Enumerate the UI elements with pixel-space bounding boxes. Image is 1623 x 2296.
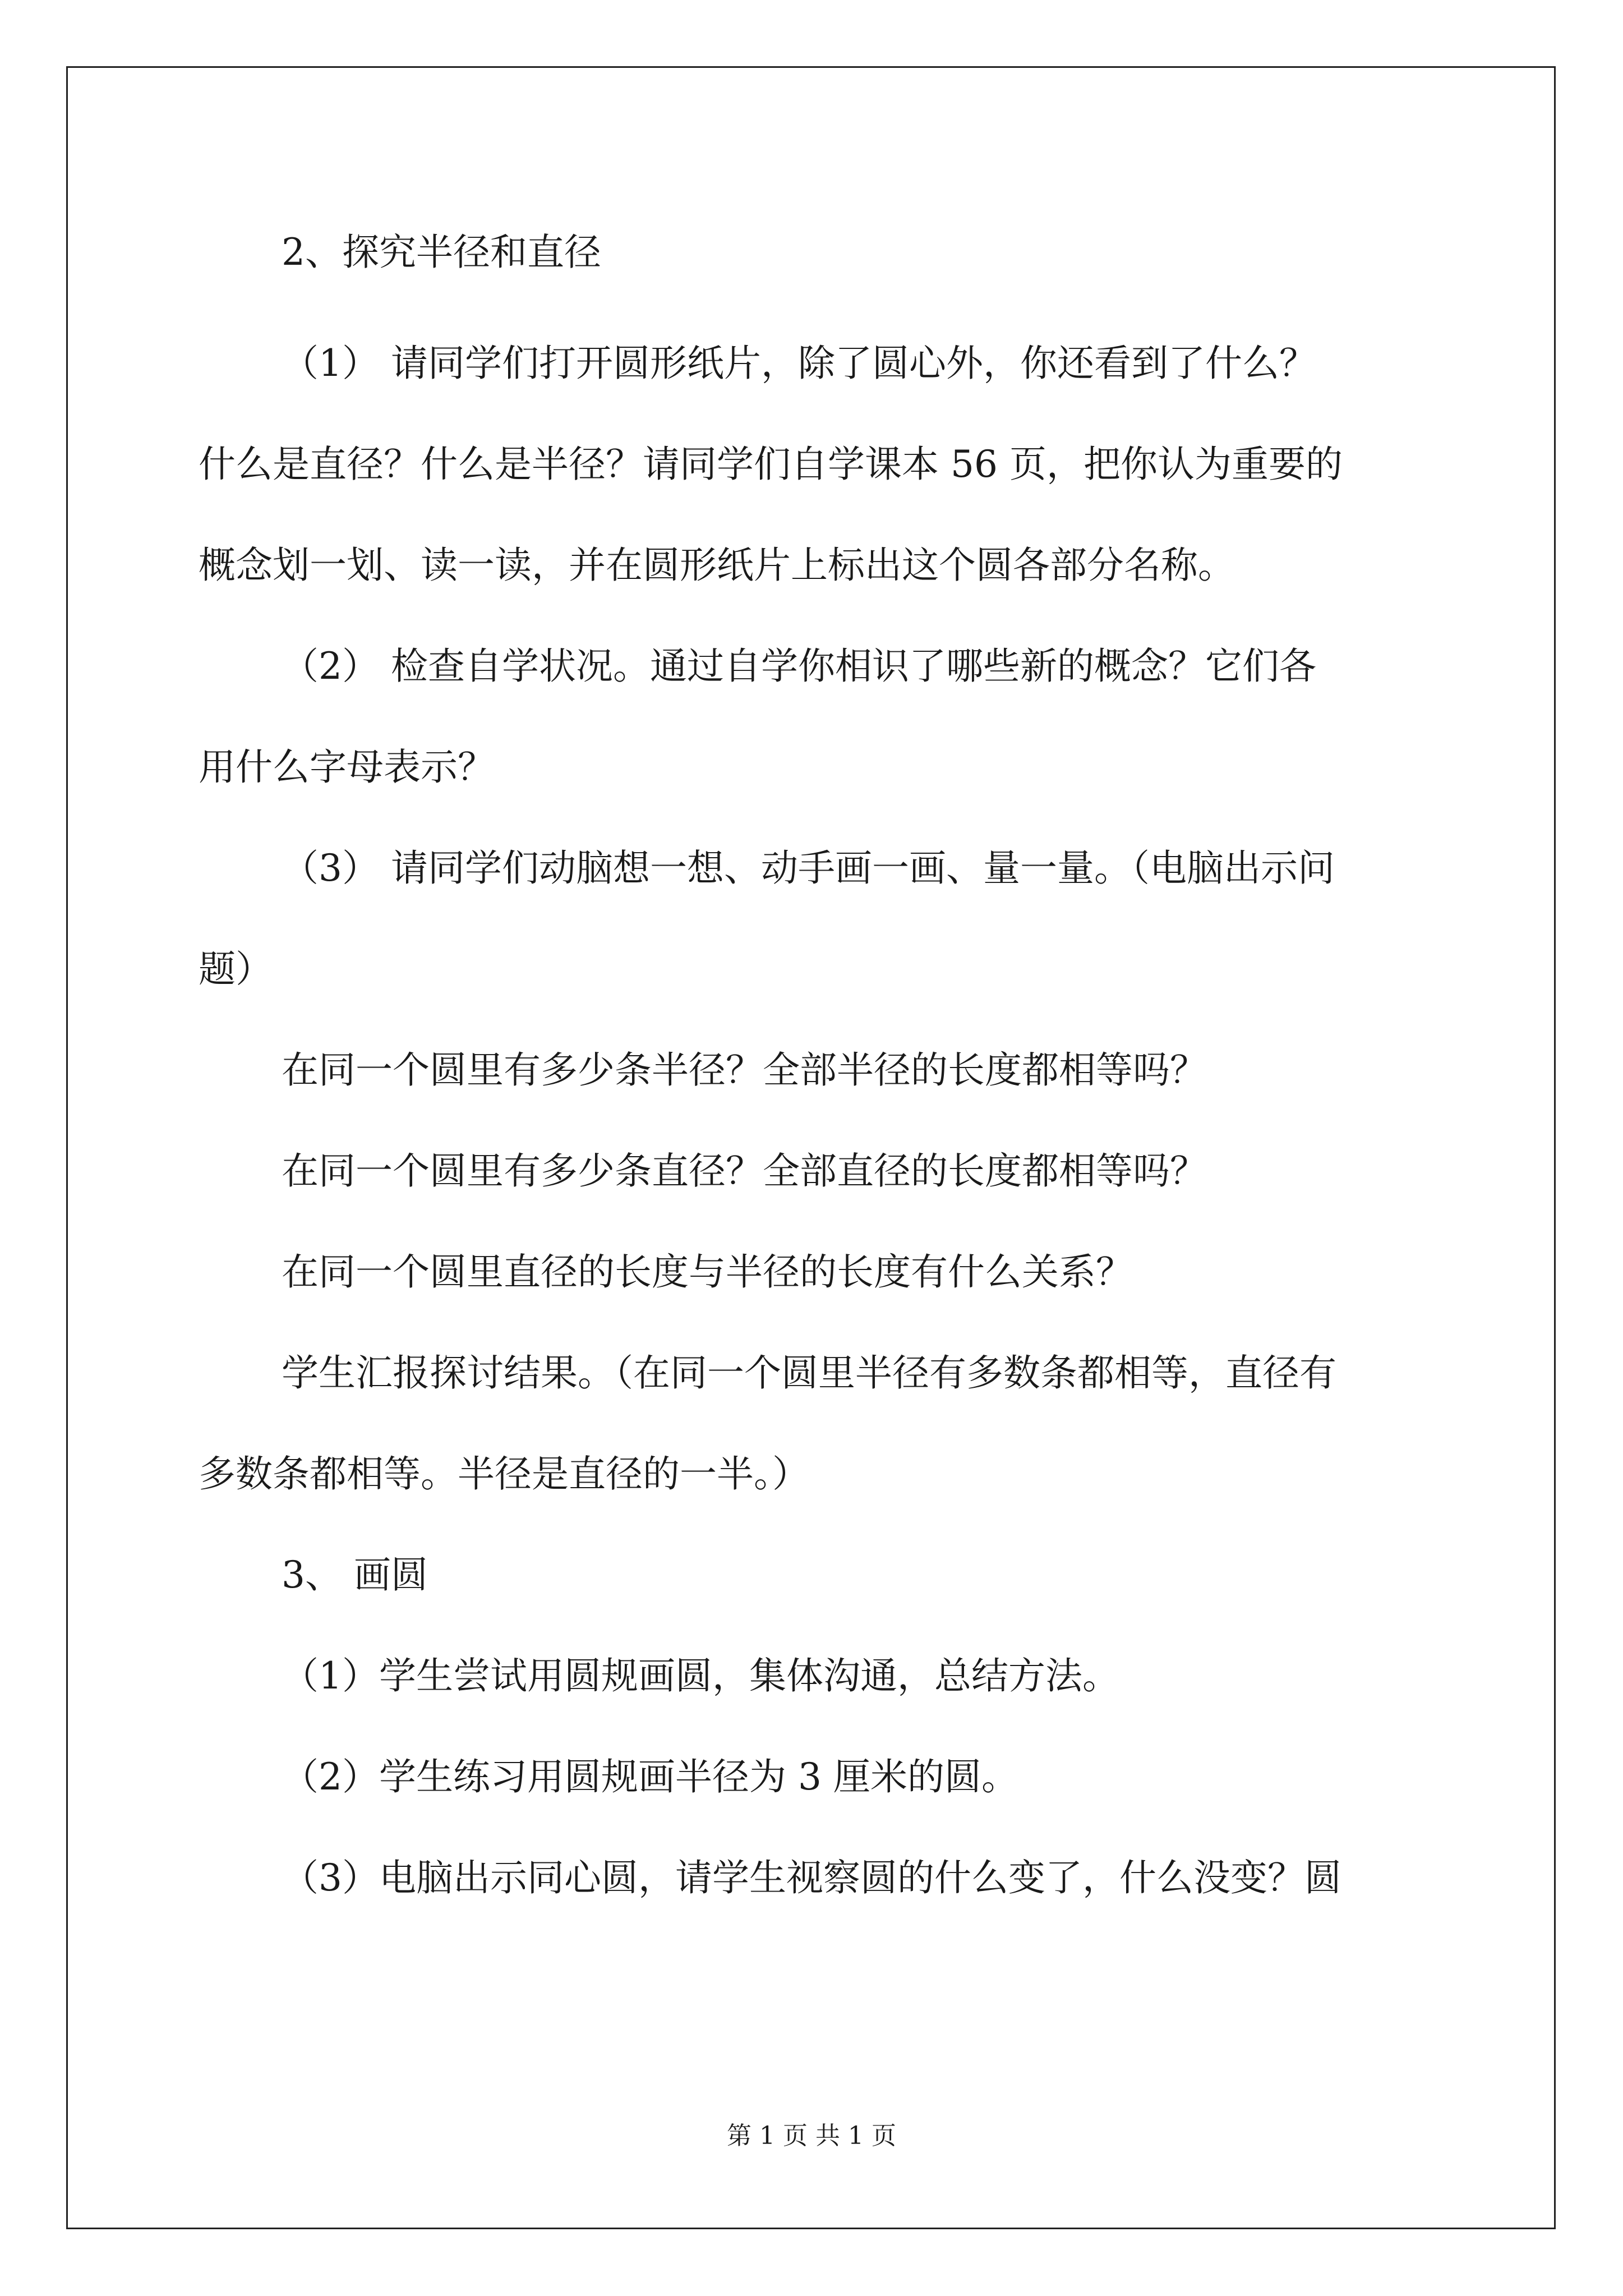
question-line: 在同一个圆里有多少条半径？全部半径的长度都相等吗？ xyxy=(282,1048,1207,1092)
page-footer: 第 1 页 共 1 页 xyxy=(727,2122,896,2150)
paragraph-line: 多数条都相等。半径是直径的一半。） xyxy=(199,1452,809,1496)
paragraph-line: （2）学生练习用圆规画半径为 3 厘米的圆。 xyxy=(282,1755,1018,1798)
paragraph-line: （1）学生尝试用圆规画圆，集体沟通，总结方法。 xyxy=(282,1654,1119,1697)
paragraph-line: 什么是直径？什么是半径？请同学们自学课本 56 页，把你认为重要的 xyxy=(199,443,1343,486)
page-border xyxy=(66,66,1556,2229)
question-line: 在同一个圆里有多少条直径？全部直径的长度都相等吗？ xyxy=(282,1149,1207,1193)
paragraph-line: 学生汇报探讨结果。（在同一个圆里半径有多数条都相等，直径有 xyxy=(282,1351,1336,1395)
paragraph-line: 用什么字母表示？ xyxy=(199,746,495,789)
section-heading-3: 3、 画圆 xyxy=(282,1553,428,1596)
paragraph-line: （1） 请同学们打开圆形纸片，除了圆心外，你还看到了什么？ xyxy=(282,342,1316,385)
paragraph-line: 题） xyxy=(199,947,273,991)
paragraph-line: （2） 检查自学状况。通过自学你相识了哪些新的概念？它们各 xyxy=(282,645,1316,688)
paragraph-line: （3） 请同学们动脑想一想、动手画一画、量一量。（电脑出示问 xyxy=(282,846,1335,890)
paragraph-line: （3）电脑出示同心圆，请学生视察圆的什么变了，什么没变？圆 xyxy=(282,1856,1341,1899)
question-line: 在同一个圆里直径的长度与半径的长度有什么关系？ xyxy=(282,1250,1133,1294)
section-heading-2: 2、探究半径和直径 xyxy=(282,231,601,274)
paragraph-line: 概念划一划、读一读，并在圆形纸片上标出这个圆各部分名称。 xyxy=(199,544,1235,587)
